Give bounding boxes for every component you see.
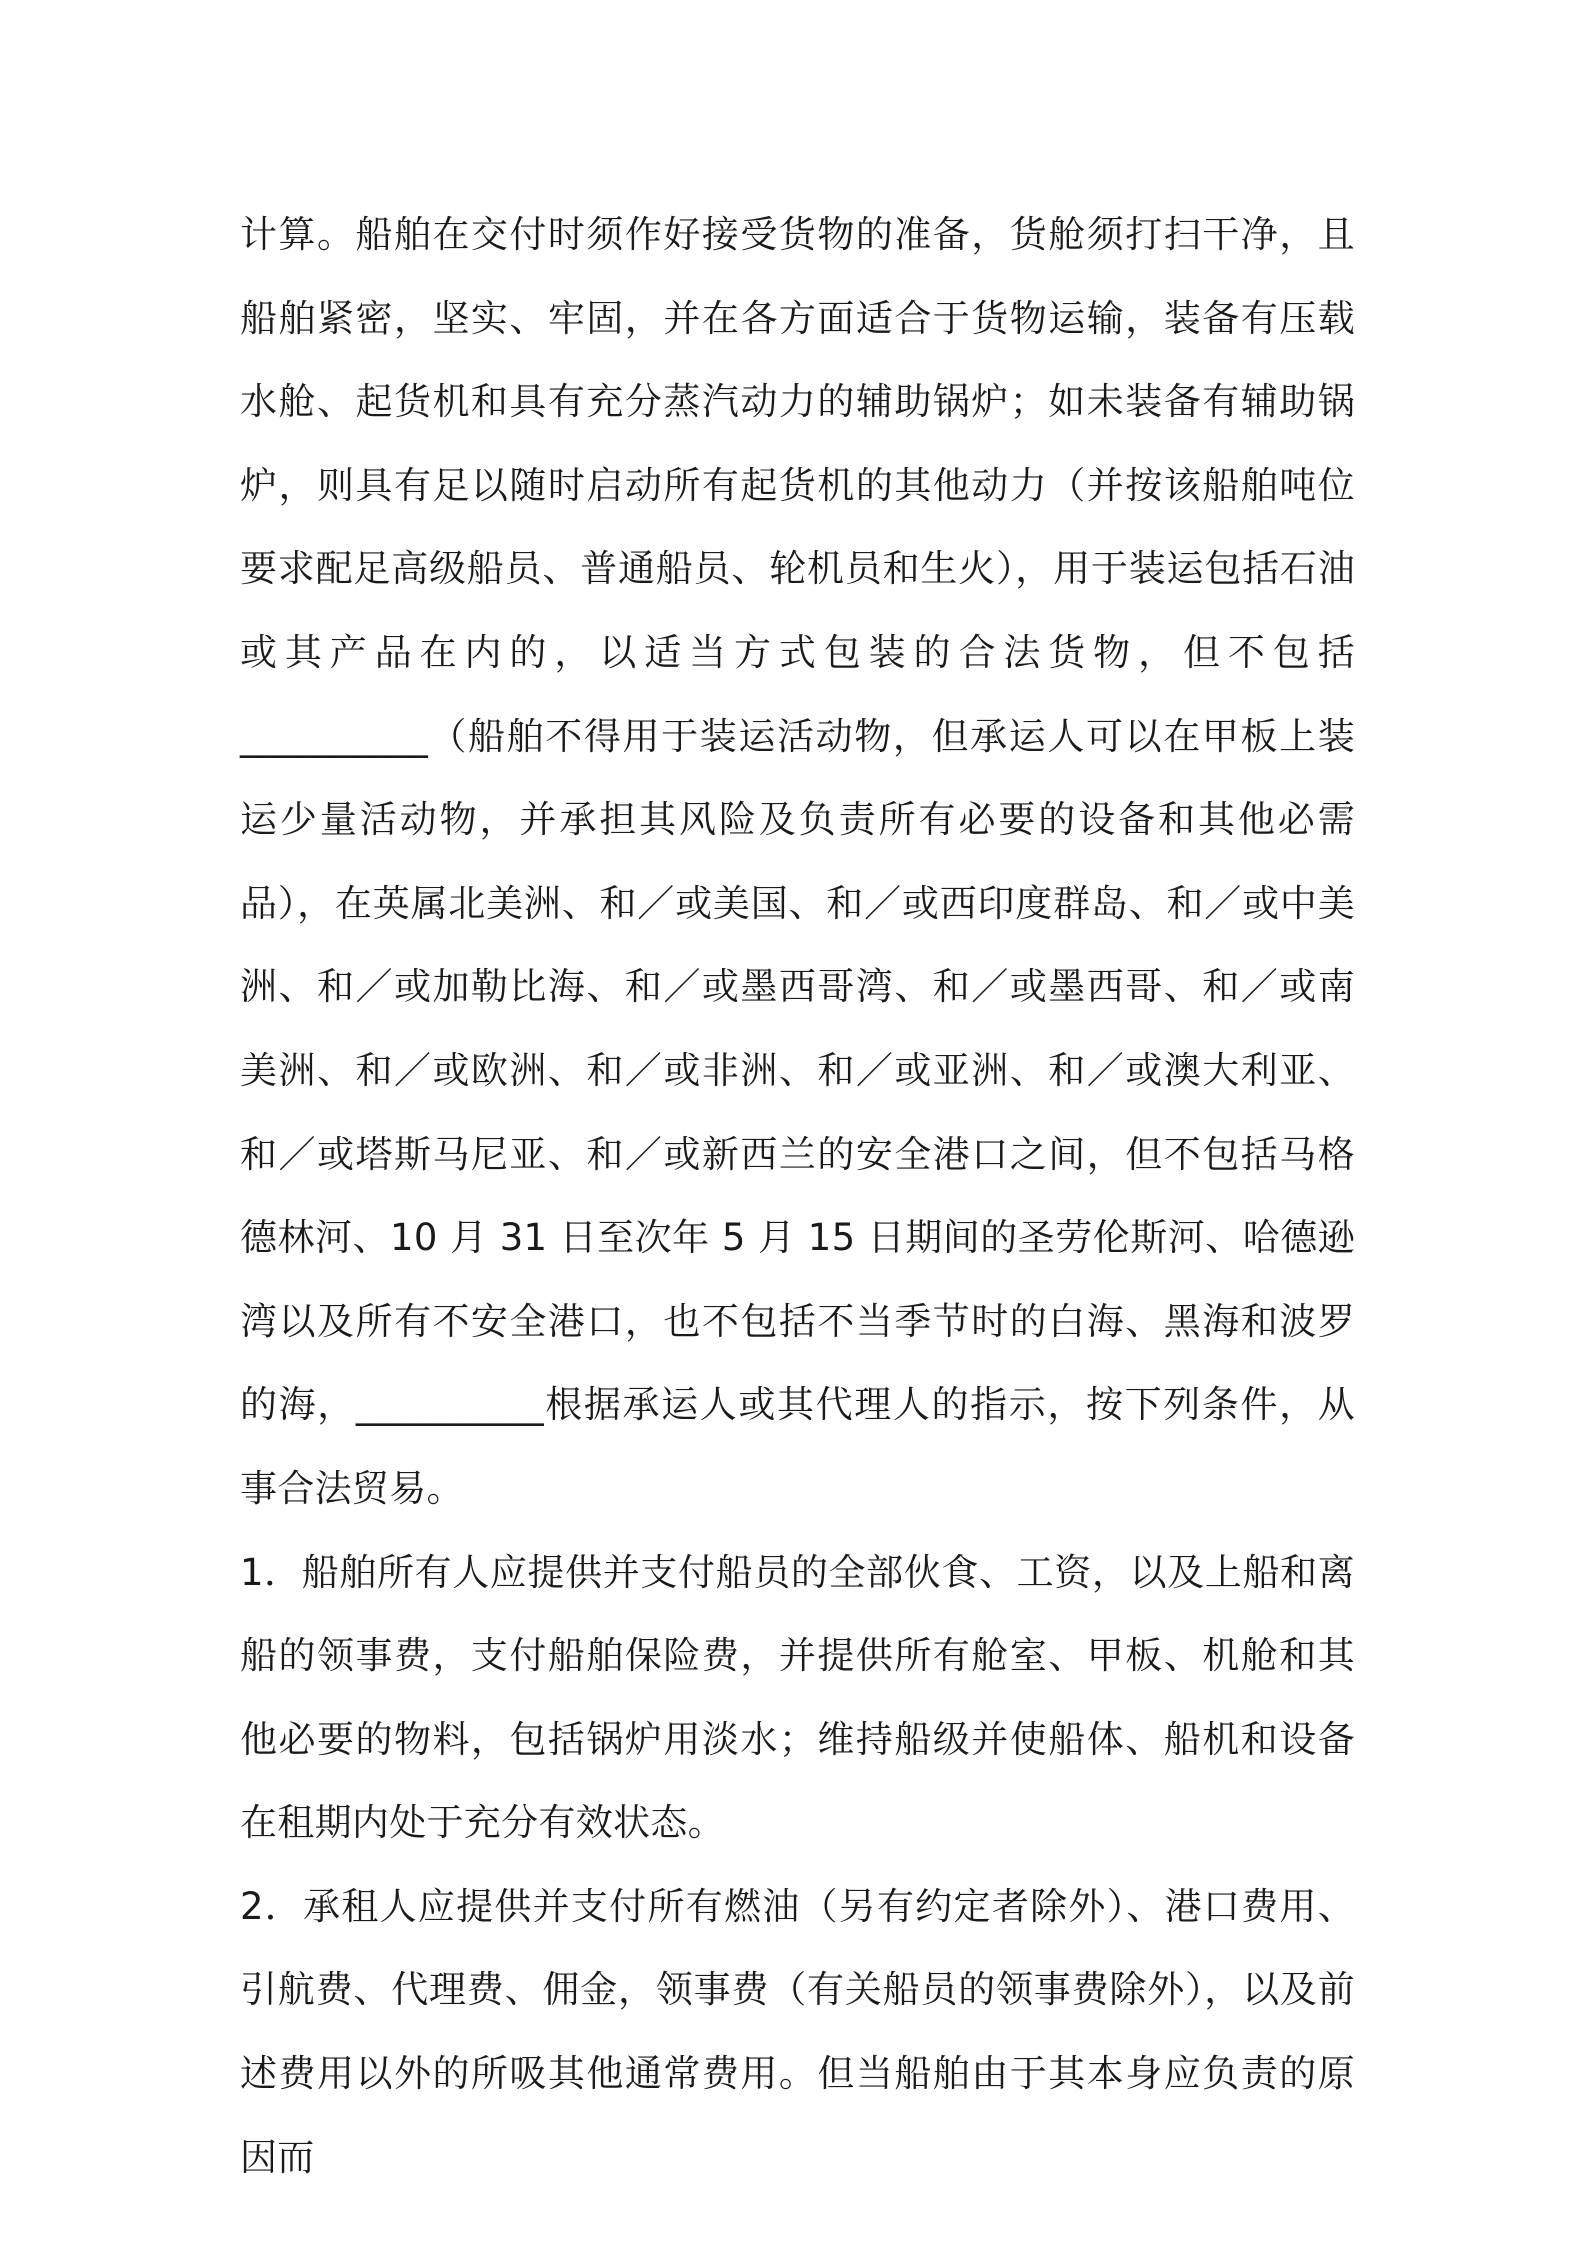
paragraph-clause-1: 1．船舶所有人应提供并支付船员的全部伙食、工资，以及上船和离船的领事费，支付船舶保险费，并提供所有舱室、甲板、机舱和其他必要的物料，包括锅炉用淡水；维持船级并使船体、船机和设备在租期内处于充分有效状态。 (240, 1550, 1355, 1845)
document-body (240, 193, 1355, 2199)
paragraph-clause-2: 2．承租人应提供并支付所有燃油（另有约定者除外）、港口费用、引航费、代理费、佣金，领事费（有关船员的领事费除外），以及前述费用以外的所吸其他通常费用。但当船舶由于其本身应负责的原因而 (240, 1884, 1355, 2179)
paragraph-continuation: 计算。船舶在交付时须作好接受货物的准备，货舱须打扫干净，且船舶紧密，坚实、牢固，并在各方面适合于货物运输，装备有压载水舱、起货机和具有充分蒸汽动力的辅助锅炉；如未装备有辅助锅炉，则具有足以随时启动所有起货机的其他动力（并按该船舶吨位要求配足高级船员、普通船员、轮机员和生火），用于装运包括石油或其产品在内的，以适当方式包装的合法货物，但不包括__________（船舶不得用于装运活动物，但承运人可以在甲板上装运少量活动物，并承担其风险及负责所有必要的设备和其他必需品），在英属北美洲、和／或美国、和／或西印度群岛、和／或中美洲、和／或加勒比海、和／或墨西哥湾、和／或墨西哥、和／或南美洲、和／或欧洲、和／或非洲、和／或亚洲、和／或澳大利亚、和／或塔斯马尼亚、和／或新西兰的安全港口之间，但不包括马格德林河、10 月 31 日至次年 5 月 15 日期间的圣劳伦斯河、哈德逊湾以及所有不安全港口，也不包括不当季节时的白海、黑海和波罗的海，__________根据承运人或其代理人的指示，按下列条件，从事合法贸易。 (240, 213, 1355, 1510)
